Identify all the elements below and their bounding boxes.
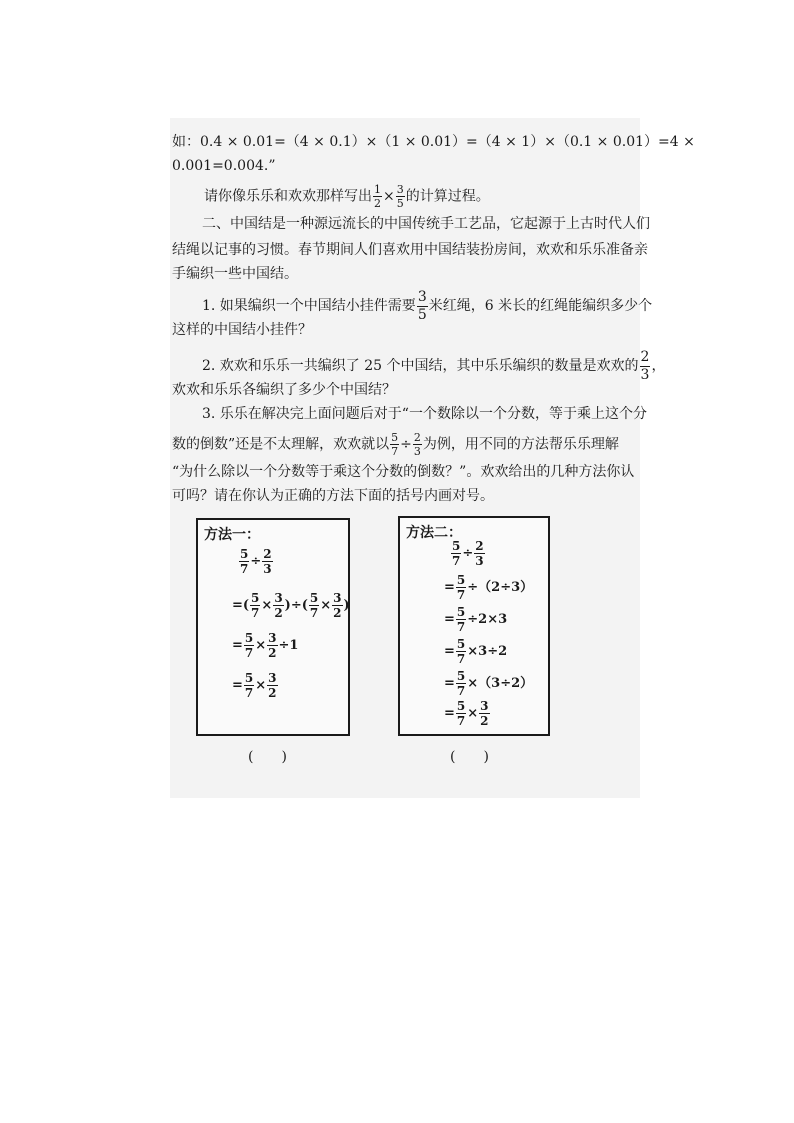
denominator: 7 bbox=[456, 684, 466, 698]
operator: × bbox=[467, 706, 479, 721]
fraction bbox=[309, 592, 319, 619]
denominator: 7 bbox=[456, 588, 466, 602]
fraction bbox=[332, 592, 342, 619]
numerator: 5 bbox=[309, 591, 319, 605]
numerator: 1 bbox=[374, 183, 381, 196]
fraction bbox=[456, 638, 466, 665]
method-2-step-4 bbox=[444, 638, 507, 665]
denominator: 5 bbox=[417, 307, 427, 323]
denominator: 2 bbox=[274, 606, 283, 620]
denominator: 2 bbox=[374, 197, 381, 210]
method-1-step-4 bbox=[232, 672, 279, 699]
text: ×（3÷2） bbox=[467, 676, 534, 691]
section2-para-2: 结绳以记事的习惯。春节期间人们喜欢用中国结装扮房间，欢欢和乐乐准备亲 bbox=[172, 242, 648, 258]
denominator: 7 bbox=[456, 620, 466, 634]
method-1-box bbox=[196, 518, 350, 736]
question-2-line-2: 欢欢和乐乐各编织了多少个中国结？ bbox=[172, 382, 396, 398]
text: ÷1 bbox=[278, 638, 299, 653]
denominator: 3 bbox=[475, 554, 484, 568]
numerator: 2 bbox=[640, 349, 650, 365]
numerator: 5 bbox=[244, 631, 254, 645]
fraction bbox=[250, 592, 260, 619]
fraction bbox=[456, 606, 466, 633]
numerator: 3 bbox=[396, 183, 404, 196]
denominator: 7 bbox=[309, 606, 319, 620]
denominator: 7 bbox=[251, 606, 260, 620]
text: = bbox=[444, 580, 455, 595]
question-3-line-1: 3. 乐乐在解决完上面问题后对于“一个数除以一个分数，等于乘上这个分 bbox=[202, 406, 647, 422]
text: ×3÷2 bbox=[467, 644, 508, 659]
method-2-title: 方法二： bbox=[406, 525, 462, 541]
denominator: 3 bbox=[413, 445, 421, 458]
question-2 bbox=[202, 350, 665, 382]
fraction bbox=[267, 672, 277, 699]
method-2-step-6 bbox=[444, 700, 491, 727]
question-3-line-2 bbox=[172, 432, 619, 457]
intro-line-2: 0.001=0.004.” bbox=[172, 158, 276, 174]
numerator: 3 bbox=[274, 591, 283, 605]
numerator: 3 bbox=[333, 591, 342, 605]
question-1-line-2: 这样的中国结小挂件？ bbox=[172, 322, 312, 338]
fraction bbox=[396, 184, 405, 209]
method-1-title: 方法一： bbox=[204, 527, 260, 543]
denominator: 7 bbox=[391, 445, 399, 458]
numerator: 5 bbox=[456, 573, 466, 587]
text: 米红绳，6 米长的红绳能编织多少个 bbox=[428, 298, 653, 314]
denominator: 7 bbox=[456, 652, 466, 666]
text: =( bbox=[232, 598, 250, 613]
text: 1. 如果编织一个中国结小挂件需要 bbox=[202, 298, 416, 314]
operator: × bbox=[255, 678, 267, 693]
fraction bbox=[456, 574, 466, 601]
method-2-step-3 bbox=[444, 606, 507, 633]
denominator: 7 bbox=[240, 562, 249, 576]
method-2-box bbox=[398, 516, 550, 736]
numerator: 5 bbox=[456, 669, 466, 683]
text: = bbox=[232, 678, 243, 693]
operator: ÷ bbox=[400, 436, 412, 453]
question-3-line-4: 可吗？请在你认为正确的方法下面的括号内画对号。 bbox=[172, 488, 494, 504]
intro-line-1: 如：0.4 × 0.01=（4 × 0.1）×（1 × 0.01）=（4 × 1）×（0.1 × 0.01）=4 × bbox=[172, 134, 695, 150]
numerator: 2 bbox=[413, 431, 421, 444]
method-1-step-1 bbox=[238, 548, 274, 575]
fraction bbox=[239, 548, 249, 575]
section2-para-1: 二、中国结是一种源远流长的中国传统手工艺品，它起源于上古时代人们 bbox=[202, 216, 650, 232]
denominator: 5 bbox=[396, 197, 404, 210]
numerator: 3 bbox=[268, 631, 277, 645]
operator: ÷ bbox=[250, 554, 262, 569]
fraction bbox=[474, 540, 484, 567]
fraction bbox=[373, 184, 382, 209]
method-2-step-2 bbox=[444, 574, 533, 601]
fraction bbox=[640, 350, 651, 382]
fraction bbox=[456, 700, 466, 727]
numerator: 3 bbox=[417, 289, 427, 305]
numerator: 2 bbox=[263, 547, 272, 561]
text: 的计算过程。 bbox=[405, 188, 490, 205]
fraction bbox=[456, 670, 466, 697]
denominator: 7 bbox=[456, 714, 466, 728]
text: = bbox=[444, 644, 455, 659]
denominator: 7 bbox=[244, 686, 254, 700]
method-1-step-3 bbox=[232, 632, 298, 659]
denominator: 3 bbox=[640, 367, 650, 383]
text: ， bbox=[651, 358, 666, 374]
text: ÷（2÷3） bbox=[467, 580, 534, 595]
numerator: 5 bbox=[456, 699, 466, 713]
denominator: 7 bbox=[244, 646, 254, 660]
operator: × bbox=[261, 598, 273, 613]
fraction bbox=[273, 592, 283, 619]
method-2-step-1 bbox=[450, 540, 486, 567]
text: = bbox=[444, 706, 455, 721]
operator: × bbox=[320, 598, 332, 613]
numerator: 3 bbox=[268, 671, 277, 685]
numerator: 5 bbox=[244, 671, 254, 685]
numerator: 5 bbox=[456, 605, 466, 619]
numerator: 2 bbox=[475, 539, 484, 553]
text: 数的倒数”还是不太理解，欢欢就以 bbox=[172, 436, 390, 453]
fraction bbox=[390, 432, 399, 457]
fraction bbox=[479, 700, 489, 727]
fraction bbox=[413, 432, 422, 457]
numerator: 5 bbox=[452, 539, 461, 553]
text: 2. 欢欢和乐乐一共编织了 25 个中国结，其中乐乐编织的数量是欢欢的 bbox=[202, 358, 639, 374]
operator: × bbox=[383, 188, 395, 205]
section2-para-3: 手编织一些中国结。 bbox=[172, 266, 298, 282]
numerator: 3 bbox=[480, 699, 489, 713]
question-3-line-3: “为什么除以一个分数等于乘这个分数的倒数？”。欢欢给出的几种方法你认 bbox=[172, 464, 635, 480]
numerator: 5 bbox=[240, 547, 249, 561]
denominator: 2 bbox=[480, 714, 489, 728]
method-2-step-5 bbox=[444, 670, 533, 697]
text: = bbox=[444, 612, 455, 627]
denominator: 3 bbox=[263, 562, 272, 576]
operator: × bbox=[255, 638, 267, 653]
fraction bbox=[244, 672, 254, 699]
denominator: 2 bbox=[333, 606, 342, 620]
denominator: 7 bbox=[452, 554, 461, 568]
fraction bbox=[451, 540, 461, 567]
text: ÷2×3 bbox=[467, 612, 508, 627]
numerator: 5 bbox=[391, 431, 399, 444]
fraction bbox=[244, 632, 254, 659]
numerator: 5 bbox=[251, 591, 260, 605]
numerator: 5 bbox=[456, 637, 466, 651]
question-1 bbox=[202, 290, 652, 322]
fraction bbox=[262, 548, 272, 575]
operator: ÷ bbox=[462, 546, 474, 561]
method-1-answer-parentheses[interactable]: ( ) bbox=[248, 749, 287, 765]
denominator: 2 bbox=[268, 686, 277, 700]
text: 为例，用不同的方法帮乐乐理解 bbox=[422, 436, 619, 453]
text: = bbox=[232, 638, 243, 653]
fraction bbox=[417, 290, 428, 322]
text: )÷( bbox=[284, 598, 308, 613]
text: ) bbox=[343, 598, 350, 613]
method-1-step-2 bbox=[232, 592, 350, 619]
fraction bbox=[267, 632, 277, 659]
text: = bbox=[444, 676, 455, 691]
text: 请你像乐乐和欢欢那样写出 bbox=[204, 188, 372, 205]
intro-line-3 bbox=[204, 184, 490, 209]
method-2-answer-parentheses[interactable]: ( ) bbox=[450, 749, 489, 765]
denominator: 2 bbox=[268, 646, 277, 660]
